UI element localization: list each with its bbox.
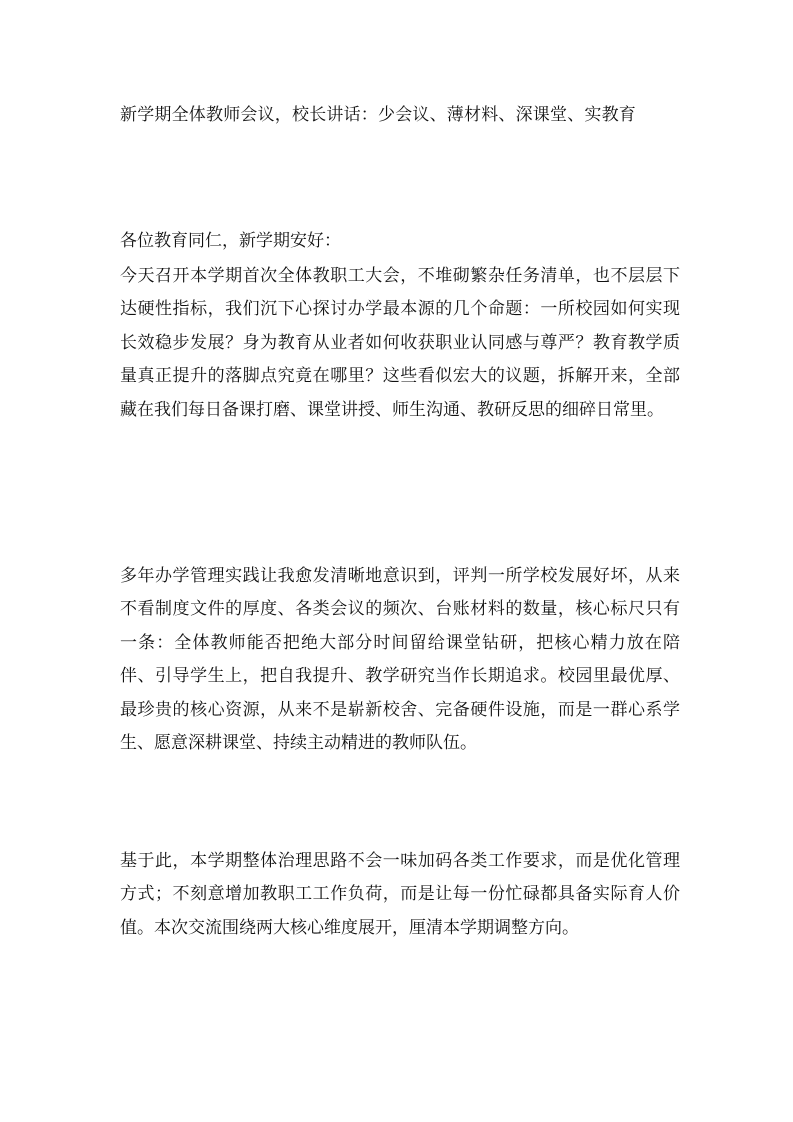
- paragraph-2: 多年办学管理实践让我愈发清晰地意识到，评判一所学校发展好坏，从来不看制度文件的厚度、各类会议的频次、台账材料的数量，核心标尺只有一条：全体教师能否把绝大部分时间留给课堂钻研，把核心精力放在陪伴、引导学生上，把自我提升、教学研究当作长期追求。校园里最优厚、最珍贵的核心资源，从来不是崭新校舍、完备硬件设施，而是一群心系学生、愿意深耕课堂、持续主动精进的教师队伍。: [120, 566, 680, 754]
- page-title: 新学期全体教师会议，校长讲话：少会议、薄材料、深课堂、实教育: [120, 105, 636, 125]
- paragraph-3: 基于此，本学期整体治理思路不会一味加码各类工作要求，而是优化管理方式；不刻意增加教职工工作负荷，而是让每一份忙碌都具备实际育人价值。本次交流围绕两大核心维度展开，厘清本学期调整方向。: [120, 851, 680, 938]
- paragraph-1: 今天召开本学期首次全体教职工大会，不堆砌繁杂任务清单，也不层层下达硬性指标，我们沉下心探讨办学最本源的几个命题：一所校园如何实现长效稳步发展？身为教育从业者如何收获职业认同感与尊严？教育教学质量真正提升的落脚点究竟在哪里？这些看似宏大的议题，拆解开来，全部藏在我们每日备课打磨、课堂讲授、师生沟通、教研反思的细碎日常里。: [120, 266, 680, 420]
- greeting: 各位教育同仁，新学期安好：: [120, 231, 341, 251]
